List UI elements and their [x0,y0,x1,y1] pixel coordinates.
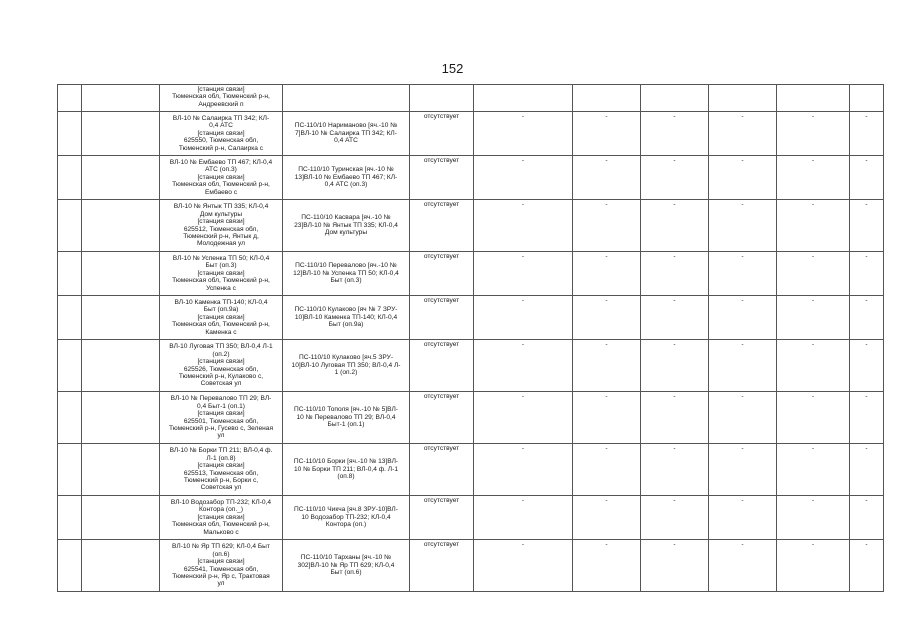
data-table [57,84,884,592]
route-cell [283,296,410,340]
value-cell: - [709,200,777,252]
col-2-cell [82,496,160,540]
status-cell: отсутствует [410,340,474,392]
route-cell [283,156,410,200]
table-row [58,252,884,296]
value-cell: - [474,200,573,252]
value-cell: - [573,540,641,592]
value-cell: - [777,392,850,444]
col-1-cell [58,540,82,592]
status-cell: отсутствует [410,296,474,340]
table-row [58,340,884,392]
value-cell: - [641,296,709,340]
table-row-partial [58,85,884,112]
route-cell [283,444,410,496]
value-cell: - [777,200,850,252]
value-cell: - [777,444,850,496]
value-cell: - [573,496,641,540]
route-text: ПС-110/10 Касвара [яч.-10 № 23]ВЛ-10 № Янтык ТП 335; КЛ-0,4 Дом культуры [294,214,398,237]
location-cell [160,496,283,540]
value-cell: - [850,444,884,496]
route-text: ПС-110/10 Кулаково [яч № 7 ЗРУ- 10]ВЛ-10 Каменка ТП-140; КЛ-0,4 Быт (оп.9а) [294,306,398,329]
route-text: ПС-110/10 Туринская [яч.-10 № 13]ВЛ-10 № Ембаево ТП 467; КЛ- 0,4 АТС (оп.3) [294,166,398,189]
route-text: ПС-110/10 Борки [яч.-10 № 13]ВЛ- 10 № Борки ТП 211; ВЛ-0,4 ф. Л-1 (оп.8) [293,458,399,481]
table-row [58,296,884,340]
value-cell: - [573,252,641,296]
location-text: ВЛ-10 № Янтык ТП 335; КЛ-0,4 Дом культуры [станция связи] 625512, Тюменская обл, Тюменский р-н, Янтык д, Молодежная ул [173,203,269,248]
value-cell [709,85,777,112]
value-cell [850,85,884,112]
status-cell [410,85,474,112]
value-cell: - [474,112,573,156]
value-cell: - [474,252,573,296]
value-cell: - [709,252,777,296]
value-cell: - [641,340,709,392]
value-cell: - [777,296,850,340]
status-cell: отсутствует [410,252,474,296]
value-cell: - [573,112,641,156]
value-cell: - [777,340,850,392]
location-cell [160,392,283,444]
location-cell [160,85,283,112]
location-text: ВЛ-10 № Ембаево ТП 467; КЛ-0,4 АТС (оп.3) [станция связи] Тюменская обл, Тюменский р-н, Ембаево с [169,158,273,196]
col-2-cell [82,340,160,392]
col-1-cell [58,85,82,112]
status-cell: отсутствует [410,392,474,444]
value-cell: - [641,112,709,156]
status-cell: отсутствует [410,112,474,156]
value-cell: - [850,392,884,444]
location-cell [160,252,283,296]
value-cell: - [474,392,573,444]
status-cell: отсутствует [410,156,474,200]
location-text: ВЛ-10 № Успенка ТП 50; КЛ-0,4 Быт (оп.3) [станция связи] Тюменская обл, Тюменский р-н, Успенка с [172,254,270,292]
col-1-cell [58,200,82,252]
value-cell: - [709,496,777,540]
route-cell [283,252,410,296]
page-number: 152 [441,61,464,76]
value-cell: - [641,444,709,496]
col-1-cell [58,496,82,540]
value-cell: - [850,340,884,392]
location-text: ВЛ-10 № Борки ТП 211; ВЛ-0,4 ф. Л-1 (оп.8) [станция связи] 625513, Тюменская обл, Тюменский р-н, Борки с, Советская ул [169,447,273,492]
value-cell: - [474,296,573,340]
table-row [58,112,884,156]
col-1-cell [58,296,82,340]
table-body [58,85,884,592]
route-text: ПС-110/10 Нариманово [яч.-10 № 7]ВЛ-10 № Салаирка ТП 342; КЛ- 0,4 АТС [294,122,398,145]
col-1-cell [58,340,82,392]
value-cell: - [777,252,850,296]
location-cell [160,156,283,200]
location-text: ВЛ-10 Водозабор ТП-232; КЛ-0,4 Контора (оп._) [станция связи] Тюменская обл, Тюменский р-н, Мальково с [170,498,272,536]
value-cell: - [641,200,709,252]
value-cell: - [850,540,884,592]
route-cell [283,200,410,252]
value-cell: - [709,112,777,156]
table-row [58,496,884,540]
route-cell [283,540,410,592]
value-cell [641,85,709,112]
table-row [58,540,884,592]
table-row [58,444,884,496]
col-2-cell [82,296,160,340]
value-cell: - [573,200,641,252]
value-cell: - [474,540,573,592]
status-cell: отсутствует [410,200,474,252]
value-cell: - [573,296,641,340]
col-2-cell [82,444,160,496]
value-cell: - [777,496,850,540]
location-text: ВЛ-10 Луговая ТП 350; ВЛ-0,4 Л-1 (оп.2) [станция связи] 625526, Тюменская обл, Тюменский р-н, Кулаково с, Советская ул [169,343,273,388]
value-cell: - [474,156,573,200]
route-cell [283,340,410,392]
value-cell: - [850,156,884,200]
col-1-cell [58,156,82,200]
location-cell [160,296,283,340]
value-cell: - [641,392,709,444]
value-cell [777,85,850,112]
value-cell: - [474,340,573,392]
status-cell: отсутствует [410,444,474,496]
value-cell: - [709,540,777,592]
value-cell: - [709,392,777,444]
col-2-cell [82,85,160,112]
route-text: ПС-110/10 Тарханы [яч.-10 № 302]ВЛ-10 № Яр ТП 629; КЛ-0,4 Быт (оп.6) [297,554,395,577]
value-cell: - [850,112,884,156]
value-cell: - [850,200,884,252]
location-text: ВЛ-10 № Перевалово ТП 29; ВЛ- 0,4 Быт-1 (оп.1) [станция связи] 625501, Тюменская обл, Тюменский р-н, Гусево с, Зеленая ул [168,395,274,440]
value-cell: - [573,156,641,200]
table-row [58,200,884,252]
value-cell: - [777,112,850,156]
location-text: ВЛ-10 № Салаирка ТП 342; КЛ- 0,4 АТС [станция связи] 625550, Тюменская обл, Тюменский р-н, Салаирка с [172,114,270,152]
location-cell [160,340,283,392]
value-cell: - [777,540,850,592]
route-cell [283,85,410,112]
value-cell: - [573,340,641,392]
value-cell: - [709,156,777,200]
location-cell [160,112,283,156]
location-cell [160,200,283,252]
value-cell [474,85,573,112]
location-cell [160,540,283,592]
value-cell: - [709,444,777,496]
value-cell: - [777,156,850,200]
value-cell: - [709,296,777,340]
col-2-cell [82,540,160,592]
value-cell: - [709,340,777,392]
value-cell: - [850,252,884,296]
location-text: [станция связи] Тюменская обл, Тюменский р-н, Андреевский п [172,86,270,108]
col-2-cell [82,112,160,156]
col-1-cell [58,112,82,156]
table-row [58,156,884,200]
route-cell [283,496,410,540]
value-cell: - [573,392,641,444]
col-2-cell [82,392,160,444]
route-text: ПС-110/10 Чикча [яч.8 ЗРУ-10]ВЛ- 10 Водозабор ТП-232; КЛ-0,4 Контора (оп.) [294,506,398,529]
route-cell [283,112,410,156]
location-cell [160,444,283,496]
value-cell: - [641,156,709,200]
value-cell: - [641,252,709,296]
col-2-cell [82,156,160,200]
col-1-cell [58,392,82,444]
col-2-cell [82,252,160,296]
value-cell: - [850,496,884,540]
route-cell [283,392,410,444]
value-cell [573,85,641,112]
value-cell: - [474,444,573,496]
route-text: ПС-110/10 Тополя [яч.-10 № 5]ВЛ- 10 № Перевалово ТП 29; ВЛ-0,4 Быт-1 (оп.1) [293,406,398,429]
value-cell: - [474,496,573,540]
value-cell: - [573,444,641,496]
col-1-cell [58,252,82,296]
status-cell: отсутствует [410,496,474,540]
location-text: ВЛ-10 № Яр ТП 629; КЛ-0,4 Быт (оп.6) [станция связи] 625541, Тюменская обл, Тюменский р-н, Яр с, Трактовая ул [172,543,270,588]
value-cell: - [641,540,709,592]
location-text: ВЛ-10 Каменка ТП-140; КЛ-0,4 Быт (оп.9а) [станция связи] Тюменская обл, Тюменский р-н, Каменка с [172,298,270,336]
col-1-cell [58,444,82,496]
col-2-cell [82,200,160,252]
value-cell: - [641,496,709,540]
status-cell: отсутствует [410,540,474,592]
value-cell: - [850,296,884,340]
table-row [58,392,884,444]
route-text: ПС-110/10 Перевалово [яч.-10 № 12]ВЛ-10 № Успенка ТП 50; КЛ-0,4 Быт (оп.3) [293,262,399,285]
route-text: ПС-110/10 Кулаково [яч.5 ЗРУ- 10]ВЛ-10 Луговая ТП 350; ВЛ-0,4 Л- 1 (оп.2) [291,354,401,377]
